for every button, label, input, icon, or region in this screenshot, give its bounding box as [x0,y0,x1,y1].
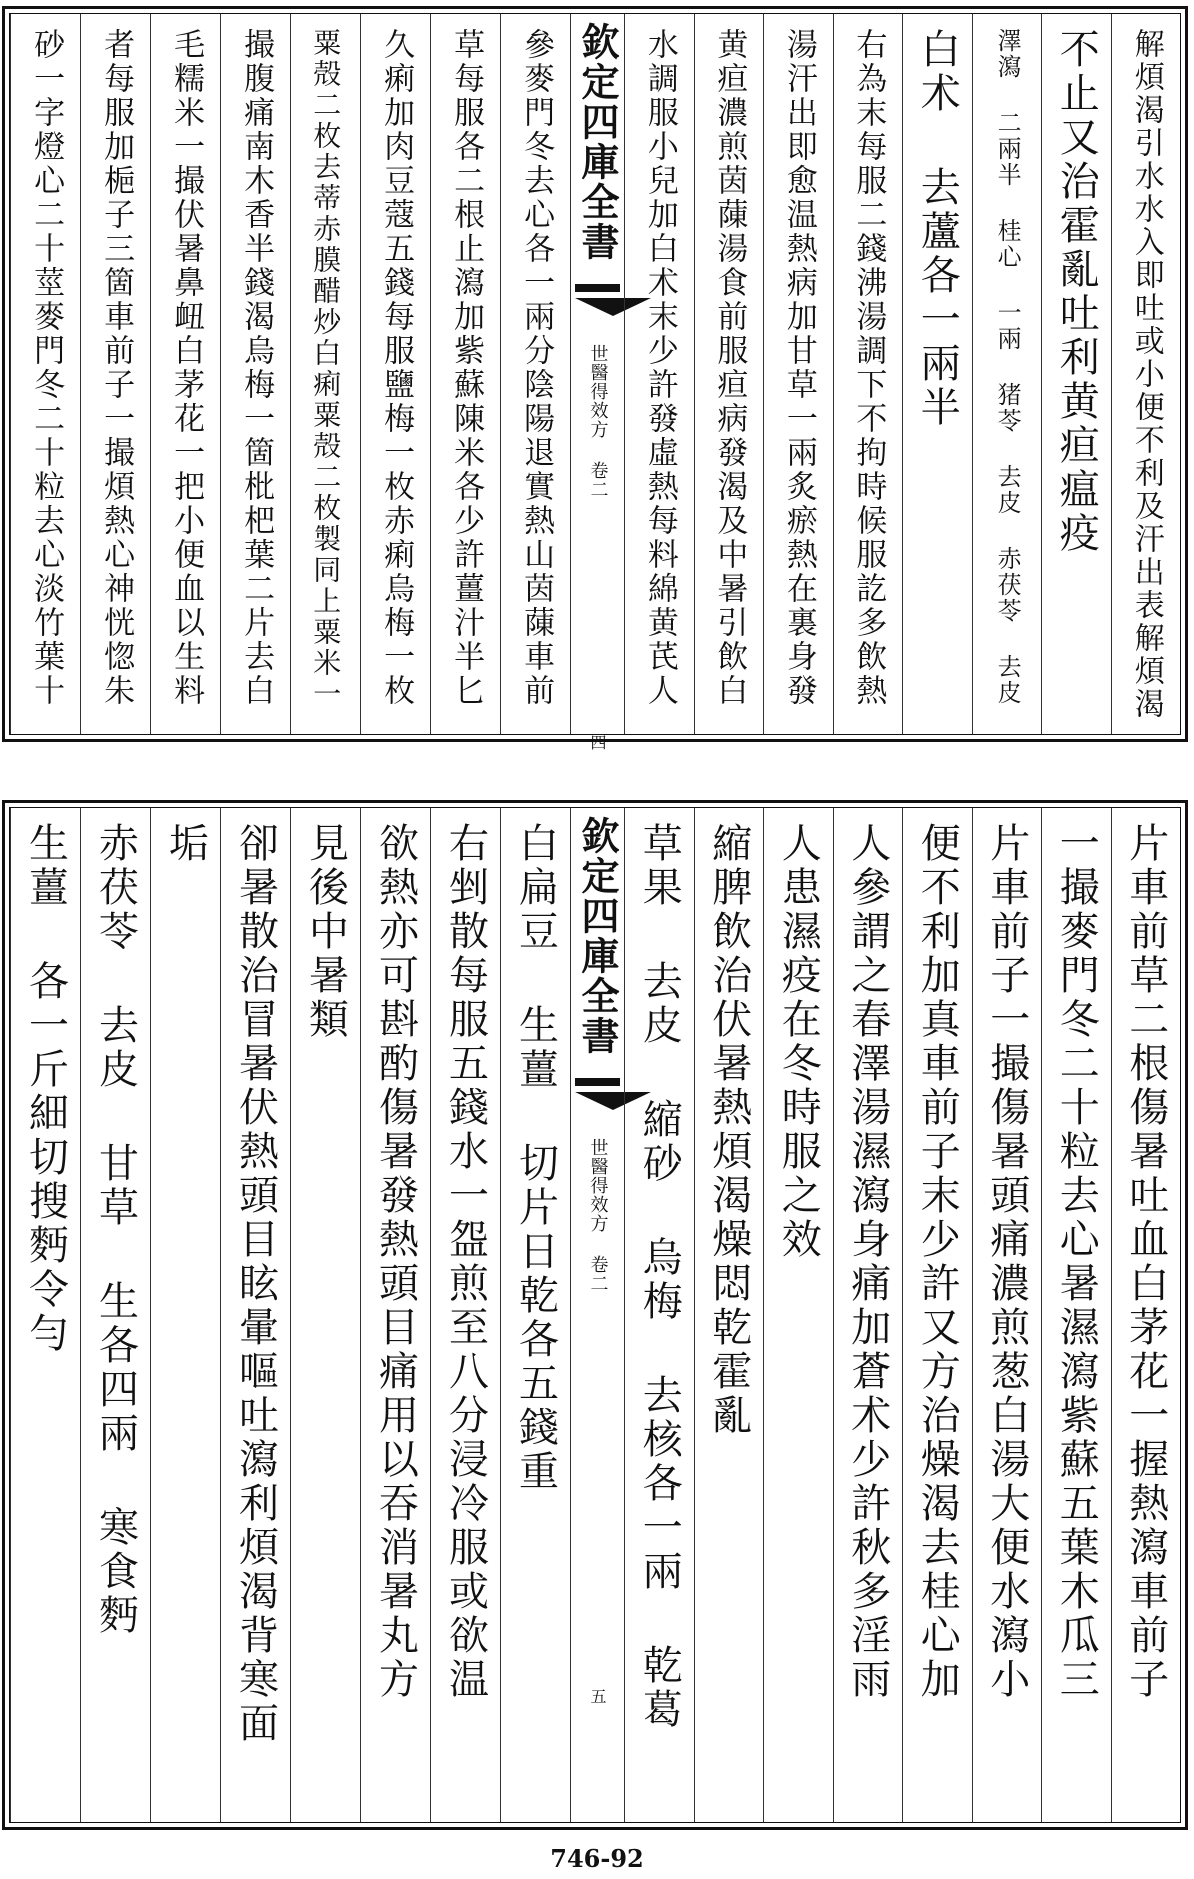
column-text: 欲熱亦可斟酌傷暑發熱頭目痛用以吞消暑丸方 [372,822,419,1702]
column-text: 見後中暑類 [302,822,349,1042]
column-text: 縮脾飲治伏暑熱煩渴燥悶乾霍亂 [705,822,752,1438]
text-column [1111,14,1181,734]
text-column [500,14,570,734]
column-text: 便不利加真車前子末少許又方治燥渴去桂心加 [914,822,961,1702]
column-text: 右剉散每服五錢水一盌煎至八分浸冷服或欲温 [442,822,489,1702]
top-page-number: 四 [588,734,607,750]
text-column [972,14,1042,734]
column-text: 砂一字燈心二十莖麥門冬二十粒去心淡竹葉十 [28,28,65,708]
column-text: 片車前草二根傷暑吐血白茅花一握熱瀉車前子 [1122,822,1169,1702]
column-text: 人患濕疫在冬時服之效 [775,822,822,1262]
text-column [220,808,290,1822]
column-text: 垢 [162,822,209,866]
bottom-page-number: 五 [588,1688,607,1704]
top-book-title: 欽定四庫全書 [575,22,620,262]
text-column [80,808,150,1822]
text-column [902,808,972,1822]
text-column [80,14,150,734]
text-column [430,808,500,1822]
bottom-left-columns [10,808,570,1822]
bottom-right-columns [624,808,1180,1822]
text-column [624,14,694,734]
top-center-column [570,14,624,750]
fish-tail-ornament [575,1078,620,1136]
text-column [694,808,764,1822]
column-text: 久痢加肉豆蔻五錢每服鹽梅一枚赤痢烏梅一枚 [378,28,415,708]
page-footer-number: 746-92 [550,1844,644,1873]
column-text: 片車前子一撮傷暑頭痛濃煎葱白湯大便水瀉小 [983,822,1030,1702]
column-text: 赤茯苓 去皮 甘草 生各四兩 寒食麪 [92,822,139,1638]
text-column [360,14,430,734]
top-right-columns [624,14,1180,734]
top-book-subtitle: 世醫得效方 卷二 [587,344,609,499]
text-column [150,808,220,1822]
column-text: 毛糯米一撮伏暑鼻衄白茅花一把小便血以生料 [168,28,205,708]
text-column [430,14,500,734]
bottom-page-frame [2,800,1188,1830]
text-column [1041,14,1111,734]
bottom-book-subtitle: 世醫得效方 卷二 [587,1138,609,1293]
text-column [10,14,80,734]
column-text: 粟殻二枚去蒂赤膜醋炒白痢粟殻二枚製同上粟米一 [309,28,343,710]
text-column [833,808,903,1822]
bottom-page [0,790,1194,1840]
top-page-frame [2,6,1188,750]
column-text: 湯汗出即愈温熱病加甘草一兩炙瘀熱在裏身發 [780,28,817,708]
fish-tail-ornament [575,284,620,342]
text-column [1041,808,1111,1822]
bottom-center-column [570,808,624,1822]
column-text: 水調服小兒加白术末少許發虛熱每料綿黄芪人 [641,28,678,708]
text-column [694,14,764,734]
bottom-book-title: 欽定四庫全書 [575,816,620,1056]
text-column [1111,808,1181,1822]
column-text: 解煩渴引水水入即吐或小便不利及汗出表解煩渴 [1128,28,1164,721]
text-column [833,14,903,734]
column-text: 人參謂之春澤湯濕瀉身痛加蒼术少許秋多淫雨 [844,822,891,1702]
column-text: 草每服各二根止瀉加紫蘇陳米各少許薑汁半匕 [448,28,485,708]
top-page-inner [9,13,1181,750]
bottom-page-inner [9,807,1181,1823]
column-text: 參麥門冬去心各一兩分陰陽退實熱山茵蔯車前 [518,28,555,708]
top-left-columns [10,14,570,734]
column-text: 白术 去蘆各一兩半 [914,28,961,430]
column-text: 一撮麥門冬二十粒去心暑濕瀉紫蘇五葉木瓜三 [1053,822,1100,1702]
text-column [624,808,694,1822]
text-column [763,14,833,734]
text-column [902,14,972,734]
text-column [150,14,220,734]
column-text: 黄疸濃煎茵蔯湯食前服疸病發渴及中暑引飲白 [711,28,748,708]
text-column [290,808,360,1822]
text-column [360,808,430,1822]
text-column [972,808,1042,1822]
text-column [10,808,80,1822]
text-column [220,14,290,734]
text-column [500,808,570,1822]
column-text: 右為末每服二錢沸湯調下不拘時候服訖多飲熱 [850,28,887,708]
column-text: 不止又治霍亂吐利黄疸瘟疫 [1053,28,1100,556]
text-column [290,14,360,734]
column-text: 生薑 各一斤細切搜麪令勻 [22,822,69,1356]
column-text: 卻暑散治冒暑伏熱頭目眩暈嘔吐瀉利煩渴背寒面 [232,822,279,1746]
column-text: 撮腹痛南木香半錢渴烏梅一箇枇杷葉二片去白 [238,28,275,708]
column-text: 者每服加梔子三箇車前子一撮煩熱心神恍惚朱 [98,28,135,708]
top-page [0,0,1194,750]
column-text: 澤瀉 二兩半 桂心 一兩 猪苓 去皮 赤茯苓 去皮 [993,28,1022,706]
text-column [763,808,833,1822]
column-text: 草果 去皮 縮砂 烏梅 去核各一兩 乾葛 [636,822,683,1732]
column-text: 白扁豆 生薑 切片日乾各五錢重 [512,822,559,1494]
